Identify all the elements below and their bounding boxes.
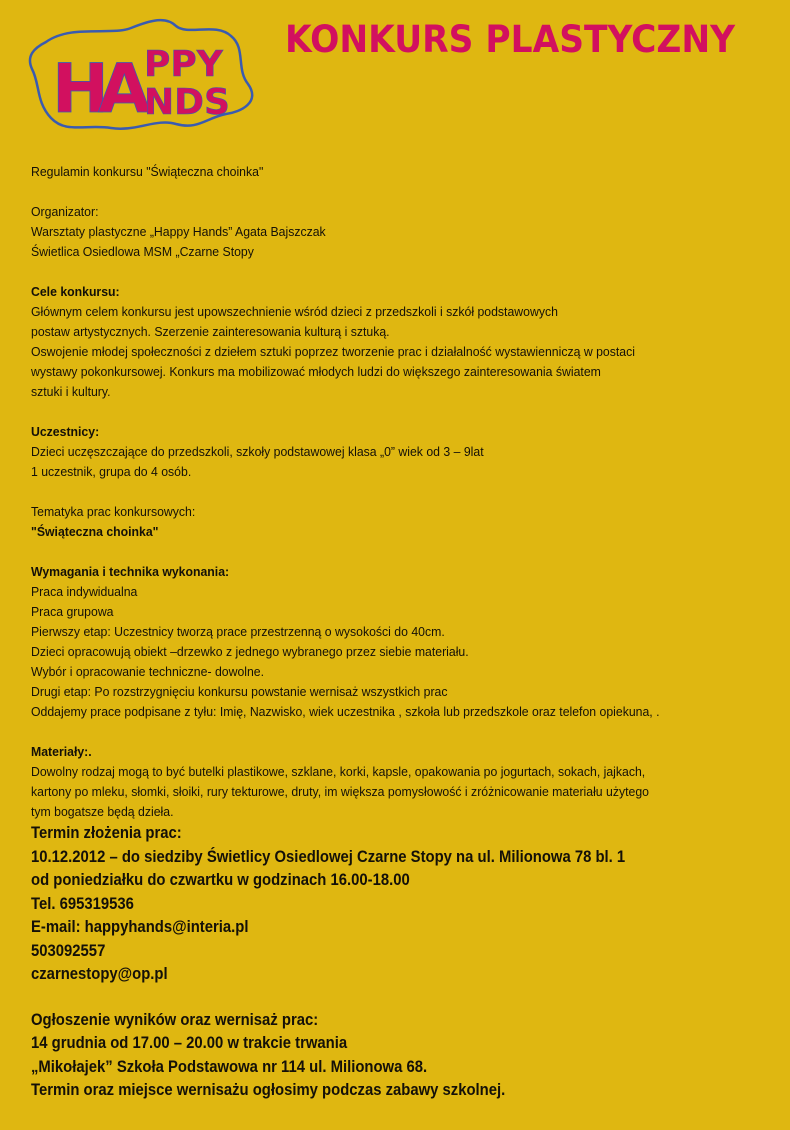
theme-value: "Świąteczna choinka" <box>31 524 159 539</box>
requirements-line: Dzieci opracowują obiekt –drzewko z jednego wybranego przez siebie materiału. <box>31 644 469 659</box>
materials-line: tym bogatsze będą dzieła. <box>31 804 174 819</box>
page-title: KONKURS PLASTYCZNY <box>285 18 736 61</box>
requirements-line: Drugi etap: Po rozstrzygnięciu konkursu powstanie wernisaż wszystkich prac <box>31 684 448 699</box>
participants-heading: Uczestnicy: <box>31 424 100 439</box>
results-line: 14 grudnia od 17.00 – 20.00 w trakcie trwania <box>31 1034 348 1052</box>
logo-big-h: H <box>52 50 109 129</box>
requirements-line: Praca grupowa <box>31 604 114 619</box>
happy-hands-logo <box>26 14 266 134</box>
results-line: Termin oraz miejsce wernisażu ogłosimy podczas zabawy szkolnej. <box>31 1081 506 1099</box>
regulations-body <box>31 162 771 1103</box>
contact-phone-2: 503092557 <box>31 941 106 960</box>
materials-heading: Materiały:. <box>31 744 92 759</box>
results-line: „Mikołajek” Szkoła Podstawowa nr 114 ul. Milionowa 68. <box>31 1057 428 1076</box>
requirements-heading: Wymagania i technika wykonania: <box>31 564 230 579</box>
requirements-line: Pierwszy etap: Uczestnicy tworzą prace przestrzenną o wysokości do 40cm. <box>31 624 445 639</box>
materials-line: Dowolny rodzaj mogą to być butelki plastikowe, szklane, korki, kapsle, opakowania po jogurtach, sokach, jajkach, <box>31 764 646 779</box>
organizer-line: Warsztaty plastyczne „Happy Hands” Agata Bajszczak <box>31 224 326 239</box>
contact-phone: Tel. 695319536 <box>31 894 134 913</box>
organizer-line: Świetlica Osiedlowa MSM „Czarne Stopy <box>31 244 254 259</box>
participants-line: 1 uczestnik, grupa do 4 osób. <box>31 464 192 479</box>
logo-ppy: PPY <box>144 44 223 85</box>
goals-line: sztuki i kultury. <box>31 384 111 399</box>
goals-line: postaw artystycznych. Szerzenie zainteresowania kulturą i sztuką. <box>31 324 390 339</box>
participants-line: Dzieci uczęszczające do przedszkoli, szkoły podstawowej klasa „0” wiek od 3 – 9lat <box>31 444 484 459</box>
materials-line: kartony po mleku, słomki, słoiki, rury tekturowe, druty, im większa pomysłowość i zróżnicowanie materiału użytego <box>31 784 649 799</box>
requirements-line: Praca indywidualna <box>31 584 138 599</box>
logo-big-a: A <box>98 50 151 129</box>
results-heading: Ogłoszenie wyników oraz wernisaż prac: <box>31 1010 319 1029</box>
theme-heading: Tematyka prac konkursowych: <box>31 504 196 519</box>
deadline-line: 10.12.2012 – do siedziby Świetlicy Osiedlowej Czarne Stopy na ul. Milionowa 78 bl. 1 <box>31 847 626 866</box>
goals-line: Głównym celem konkursu jest upowszechnienie wśród dzieci z przedszkoli i szkół podstawowych <box>31 304 558 319</box>
deadline-heading: Termin złożenia prac: <box>31 824 182 842</box>
organizer-label: Organizator: <box>31 204 99 219</box>
logo-nds: NDS <box>144 82 230 123</box>
requirements-line: Wybór i opracowanie techniczne- dowolne. <box>31 664 265 679</box>
goals-heading: Cele konkursu: <box>31 284 120 299</box>
contact-email-2[interactable]: czarnestopy@op.pl <box>31 965 168 983</box>
goals-line: Oswojenie młodej społeczności z dziełem sztuki poprzez tworzenie prac i działalność wystawienniczą w postaci <box>31 344 635 359</box>
goals-line: wystawy pokonkursowej. Konkurs ma mobilizować młodych ludzi do większego zainteresowania światem <box>31 364 601 379</box>
requirements-line: Oddajemy prace podpisane z tyłu: Imię, Nazwisko, wiek uczestnika , szkoła lub przedszkole oraz telefon opiekuna, . <box>31 704 660 719</box>
regulation-title: Regulamin konkursu "Świąteczna choinka" <box>31 164 264 179</box>
deadline-line: od poniedziałku do czwartku w godzinach 16.00-18.00 <box>31 871 410 889</box>
contact-email[interactable]: E-mail: happyhands@interia.pl <box>31 918 249 936</box>
